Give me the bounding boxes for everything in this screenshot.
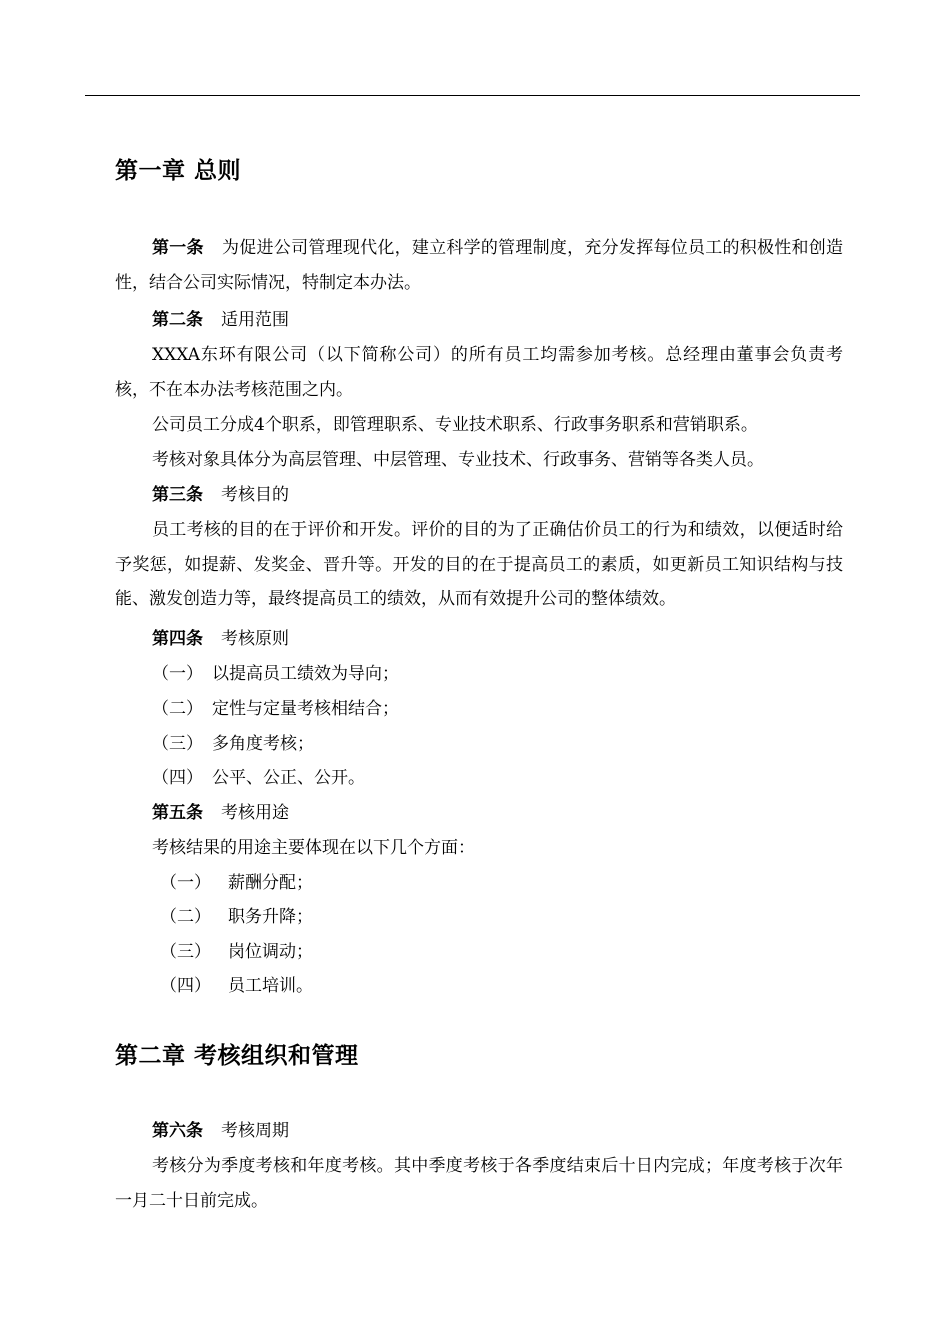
- list-item-text: 岗位调动；: [228, 942, 313, 962]
- article-6-paragraph-1: 考核分为季度考核和年度考核。其中季度考核于各季度结束后十日内完成；年度考核于次年一月二十日前完成。: [115, 1156, 843, 1211]
- header-rule: [85, 95, 860, 96]
- article-3-heading: 第三条: [152, 485, 203, 505]
- list-item-text: 定性与定量考核相结合；: [212, 699, 399, 719]
- list-item-number: （一）: [152, 664, 203, 684]
- article-4-header: [115, 622, 843, 657]
- article-2-heading: 第二条: [152, 310, 203, 330]
- list-item-text: 员工培训。: [228, 976, 313, 996]
- list-item-number: （四）: [160, 976, 211, 996]
- article-5-title: 考核用途: [221, 803, 289, 823]
- chapter-1-title: 第一章 总则: [115, 158, 242, 184]
- list-item-text: 职务升降；: [228, 907, 313, 927]
- article-3-title: 考核目的: [221, 485, 289, 505]
- list-item: [115, 969, 843, 1004]
- list-item-text: 多角度考核；: [212, 734, 314, 754]
- article-6-heading: 第六条: [152, 1121, 203, 1141]
- article-2-header: [115, 303, 843, 338]
- article-2-paragraph-3: 考核对象具体分为高层管理、中层管理、专业技术、行政事务、营销等各类人员。: [152, 450, 764, 470]
- list-item: [115, 692, 843, 727]
- list-item-text: 薪酬分配；: [228, 873, 313, 893]
- article-2-paragraph-1: XXXA东环有限公司（以下简称公司）的所有员工均需参加考核。总经理由董事会负责考核，不在本办法考核范围之内。: [115, 345, 843, 400]
- list-item: [115, 761, 843, 796]
- list-item: [115, 866, 843, 901]
- list-item-number: （三）: [152, 734, 203, 754]
- list-item-number: （四）: [152, 768, 203, 788]
- list-item-number: （二）: [160, 907, 211, 927]
- article-1: [115, 231, 843, 300]
- list-item: [115, 935, 843, 970]
- article-5-heading: 第五条: [152, 803, 203, 823]
- article-6-header: [115, 1114, 843, 1149]
- article-5-intro: 考核结果的用途主要体现在以下几个方面：: [152, 838, 475, 858]
- list-item: [115, 727, 843, 762]
- article-4-heading: 第四条: [152, 629, 203, 649]
- article-5-header: [115, 796, 843, 831]
- list-item-number: （二）: [152, 699, 203, 719]
- article-3-header: [115, 478, 843, 513]
- article-1-heading: 第一条: [152, 238, 204, 258]
- list-item-text: 以提高员工绩效为导向；: [212, 664, 399, 684]
- article-1-text: 为促进公司管理现代化，建立科学的管理制度，充分发挥每位员工的积极性和创造性，结合公司实际情况，特制定本办法。: [115, 238, 844, 293]
- article-2-title: 适用范围: [221, 310, 289, 330]
- article-3-paragraph-1: 员工考核的目的在于评价和开发。评价的目的为了正确估价员工的行为和绩效，以便适时给予奖惩，如提薪、发奖金、晋升等。开发的目的在于提高员工的素质，如更新员工知识结构与技能、激发创造力等，最终提高员工的绩效，从而有效提升公司的整体绩效。: [115, 520, 843, 609]
- list-item: [115, 900, 843, 935]
- list-item-text: 公平、公正、公开。: [212, 768, 365, 788]
- article-2-paragraph-2: 公司员工分成4个职系，即管理职系、专业技术职系、行政事务职系和营销职系。: [152, 415, 758, 435]
- article-6-title: 考核周期: [221, 1121, 289, 1141]
- list-item-number: （三）: [160, 942, 211, 962]
- list-item: [115, 657, 843, 692]
- list-item-number: （一）: [160, 873, 211, 893]
- article-4-title: 考核原则: [221, 629, 289, 649]
- chapter-2-title: 第二章 考核组织和管理: [115, 1043, 359, 1069]
